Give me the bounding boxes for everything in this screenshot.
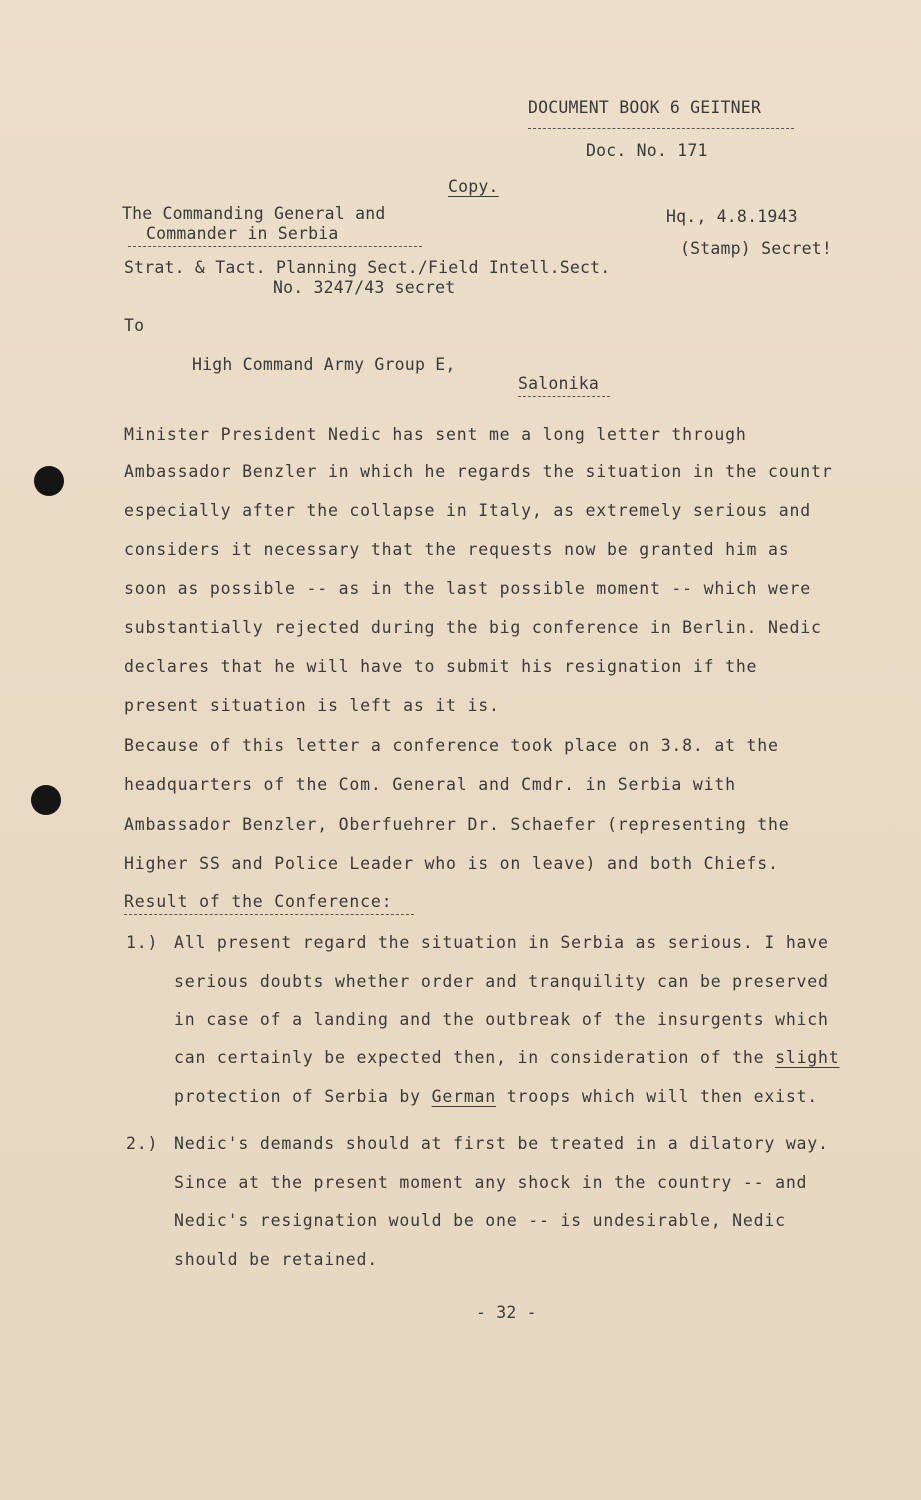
reference-number: No. 3247/43 secret — [273, 278, 456, 297]
document-book-title: DOCUMENT BOOK 6 GEITNER — [528, 98, 762, 117]
sender-rule — [128, 246, 422, 247]
punch-hole-top — [34, 466, 64, 496]
date-line: Hq., 4.8.1943 — [666, 207, 798, 226]
paragraph-1-line: substantially rejected during the big conference in Berlin. Nedic — [124, 618, 822, 637]
paragraph-2-line: Ambassador Benzler, Oberfuehrer Dr. Schaefer (representing the — [124, 815, 790, 834]
result-heading-rule — [124, 914, 414, 915]
item-1-line-text: can certainly be expected then, in consideration of the — [174, 1048, 776, 1067]
paragraph-1-line: Minister President Nedic has sent me a long letter through — [124, 425, 747, 444]
item-1-line — [174, 1048, 840, 1067]
item-1-line-text: protection of Serbia by — [174, 1087, 432, 1106]
addressee-city: Salonika — [518, 374, 600, 393]
paragraph-1-line: declares that he will have to submit his resignation if the — [124, 657, 758, 676]
paragraph-2-line: Because of this letter a conference took place on 3.8. at the — [124, 736, 779, 755]
paragraph-1-line: present situation is left as it is. — [124, 696, 500, 715]
paragraph-2-line: Higher SS and Police Leader who is on leave) and both Chiefs. — [124, 854, 779, 873]
city-rule — [518, 396, 610, 397]
paragraph-2-line: headquarters of the Com. General and Cmdr. in Serbia with — [124, 775, 736, 794]
emphasis-german: German — [431, 1087, 497, 1106]
sender-line-2: Commander in Serbia — [146, 224, 339, 243]
item-1-line: All present regard the situation in Serbia as serious. I have — [174, 933, 829, 952]
item-1-line-text: troops which will then exist. — [496, 1087, 819, 1106]
item-1-line: in case of a landing and the outbreak of the insurgents which — [174, 1010, 829, 1029]
secret-stamp: (Stamp) Secret! — [680, 239, 833, 258]
paragraph-1-line: Ambassador Benzler in which he regards the situation in the countr — [124, 462, 833, 481]
title-rule — [528, 128, 794, 129]
doc-number: Doc. No. 171 — [586, 141, 708, 160]
item-2-line: Since at the present moment any shock in the country -- and — [174, 1173, 808, 1192]
item-1-line — [174, 1087, 818, 1106]
to-label: To — [124, 316, 145, 335]
sender-line-1: The Commanding General and — [122, 204, 386, 223]
sender-department: Strat. & Tact. Planning Sect./Field Intell.Sect. — [124, 258, 611, 277]
item-2-line: Nedic's demands should at first be treated in a dilatory way. — [174, 1134, 829, 1153]
addressee-name: High Command Army Group E, — [192, 355, 456, 374]
item-2-number: 2.) — [126, 1134, 159, 1153]
item-2-line: Nedic's resignation would be one -- is undesirable, Nedic — [174, 1211, 786, 1230]
copy-label: Copy. — [448, 177, 499, 196]
page-number: - 32 - — [476, 1303, 537, 1322]
punch-hole-bottom — [31, 785, 61, 815]
result-heading: Result of the Conference: — [124, 892, 393, 911]
item-2-line: should be retained. — [174, 1250, 378, 1269]
paragraph-1-line: considers it necessary that the requests now be granted him as — [124, 540, 790, 559]
emphasis-slight: slight — [775, 1048, 840, 1067]
paragraph-1-line: especially after the collapse in Italy, as extremely serious and — [124, 501, 811, 520]
item-1-number: 1.) — [126, 933, 159, 952]
paragraph-1-line: soon as possible -- as in the last possible moment -- which were — [124, 579, 811, 598]
item-1-line: serious doubts whether order and tranquility can be preserved — [174, 972, 829, 991]
